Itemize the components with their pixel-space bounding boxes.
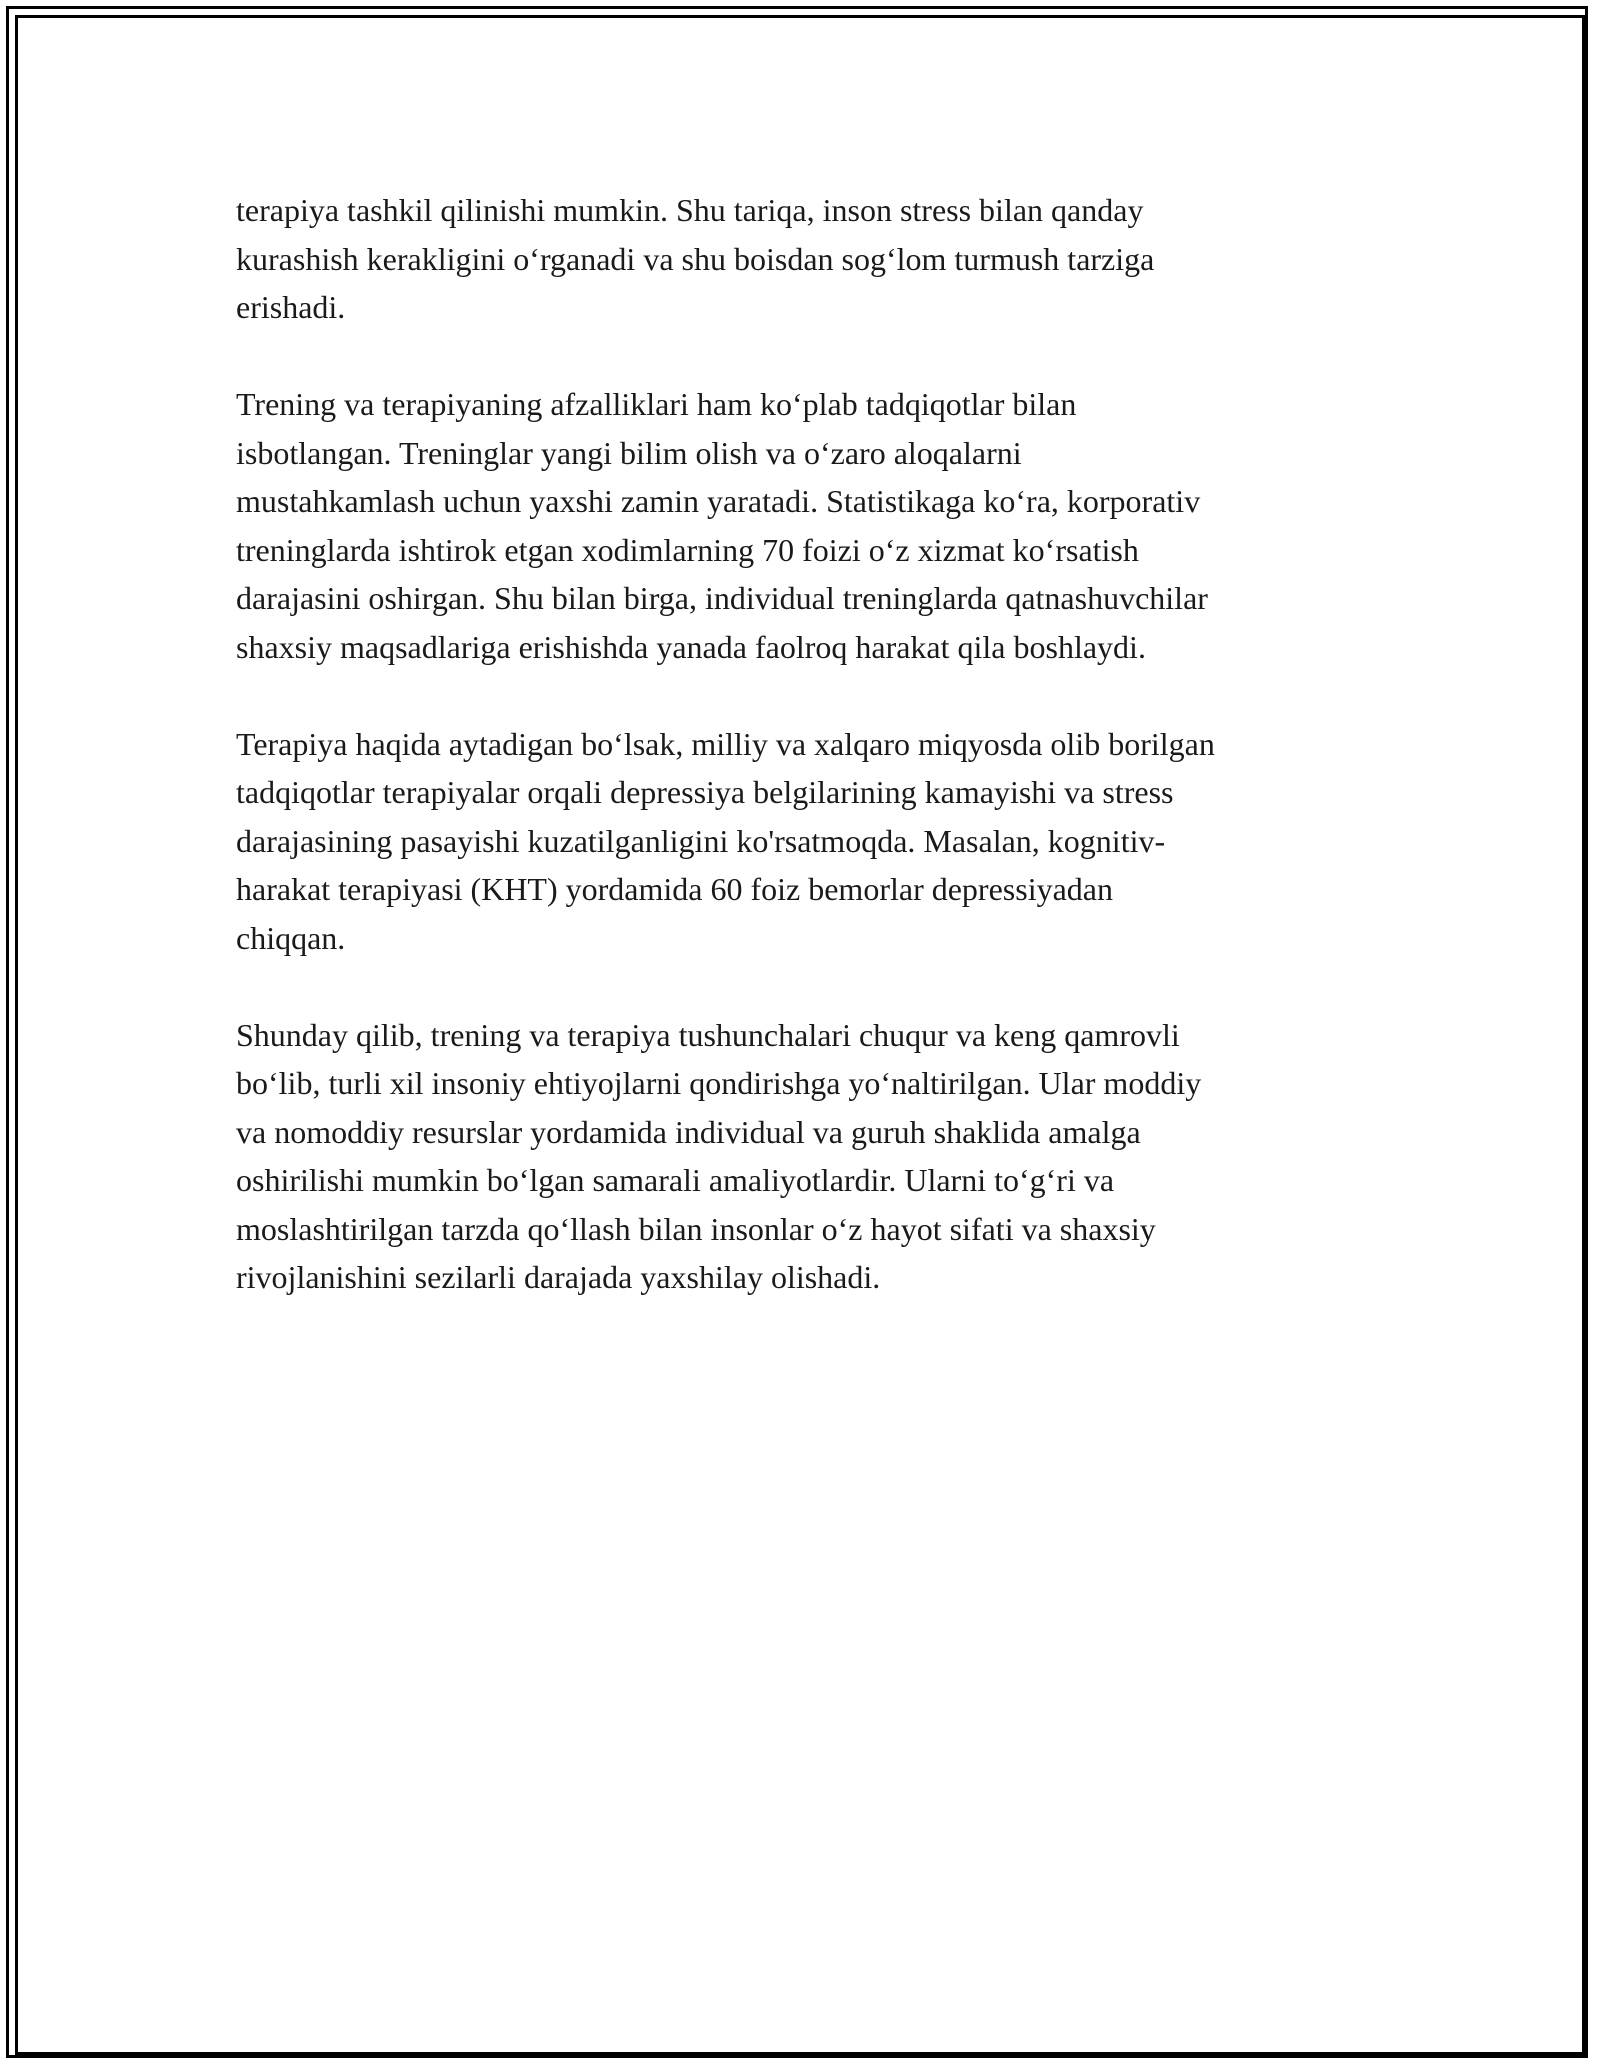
text-line: va nomoddiy resurslar yordamida individual va guruh shaklida amalga (236, 1113, 1141, 1150)
paragraph-4 (236, 1011, 1366, 1302)
text-line: rivojlanishini sezilarli darajada yaxshilay olishadi. (236, 1259, 881, 1295)
text-line: terapiya tashkil qilinishi mumkin. Shu tariqa, inson stress bilan qanday (236, 192, 1144, 228)
text-line: erishadi. (236, 289, 346, 325)
text-line: kurashish kerakligini o‘rganadi va shu boisdan sog‘lom turmush tarziga (236, 240, 1155, 277)
text-line: isbotlangan. Treninglar yangi bilim olish va o‘zaro aloqalarni (236, 434, 1022, 471)
text-line: Shunday qilib, trening va terapiya tushunchalari chuqur va keng qamrovli (236, 1016, 1180, 1053)
text-line: oshirilishi mumkin bo‘lgan samarali amaliyotlardir. Ularni to‘g‘ri va (236, 1162, 1115, 1198)
text-line: moslashtirilgan tarzda qo‘llash bilan insonlar o‘z hayot sifati va shaxsiy (236, 1210, 1156, 1247)
text-line: treninglarda ishtirok etgan xodimlarning 70 foizi o‘z xizmat ko‘rsatish (236, 531, 1139, 568)
text-line: chiqqan. (236, 919, 346, 956)
text-line: shaxsiy maqsadlariga erishishda yanada faolroq harakat qila boshlaydi. (236, 628, 1146, 665)
paragraph-2 (236, 380, 1366, 671)
paragraph-3 (236, 720, 1366, 963)
text-line: harakat terapiyasi (KHT) yordamida 60 foiz bemorlar depressiyadan (236, 871, 1113, 907)
document-body (236, 186, 1366, 1350)
text-line: darajasini oshirgan. Shu bilan birga, individual treninglarda qatnashuvchilar (236, 580, 1208, 616)
text-line: darajasining pasayishi kuzatilganligini ko'rsatmoqda. Masalan, kognitiv- (236, 822, 1166, 859)
paragraph-1 (236, 186, 1366, 332)
text-line: tadqiqotlar terapiyalar orqali depressiya belgilarining kamayishi va stress (236, 774, 1174, 810)
text-line: mustahkamlash uchun yaxshi zamin yaratadi. Statistikaga ko‘ra, korporativ (236, 483, 1201, 519)
text-line: Terapiya haqida aytadigan bo‘lsak, milliy va xalqaro miqyosda olib borilgan (236, 725, 1215, 762)
text-line: bo‘lib, turli xil insoniy ehtiyojlarni qondirishga yo‘naltirilgan. Ular moddiy (236, 1065, 1202, 1101)
text-line: Trening va terapiyaning afzalliklari ham ko‘plab tadqiqotlar bilan (236, 386, 1077, 422)
